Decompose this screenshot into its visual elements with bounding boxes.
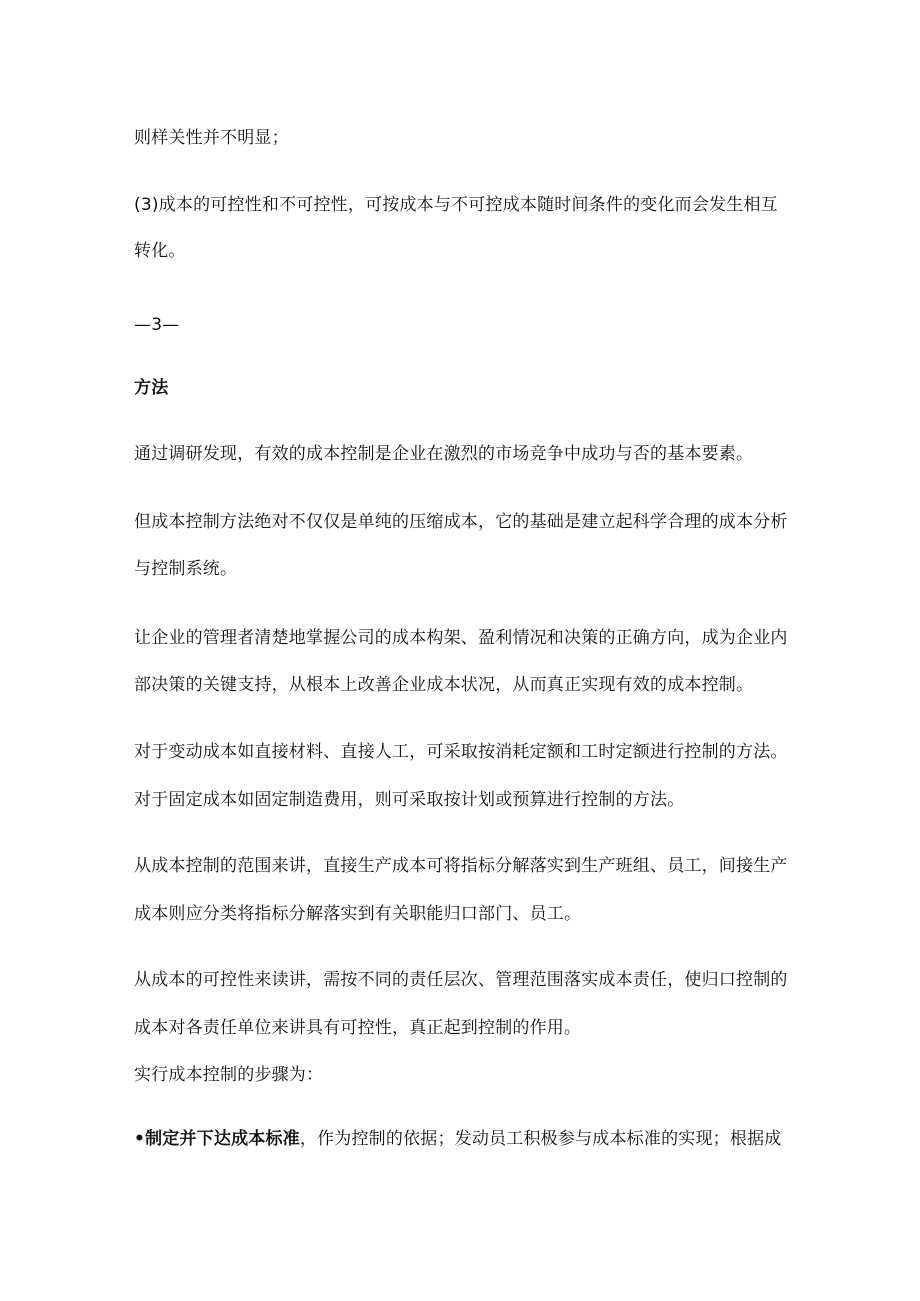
text-line: 对于变动成本如直接材料、直接人工，可采取按消耗定额和工时定额进行控制的方法。 (134, 742, 788, 762)
step-title: •制定并下达成本标准 (134, 1129, 300, 1149)
text-line: 让企业的管理者清楚地掌握公司的成本构架、盈利情况和决策的正确方向，成为企业内 (134, 628, 788, 648)
text-line: 转化。 (134, 241, 186, 261)
text-line: 从成本的可控性来读讲，需按不同的责任层次、管理范围落实成本责任，使归口控制的 (134, 970, 788, 990)
text-line: 实行成本控制的步骤为： (134, 1065, 324, 1085)
text-line: 与控制系统。 (134, 559, 238, 579)
text-line: 从成本控制的范围来讲，直接生产成本可将指标分解落实到生产班组、员工，间接生产 (134, 856, 788, 876)
text-line: (3)成本的可控性和不可控性，可按成本与不可控成本随时间条件的变化而会发生相互 (134, 195, 778, 215)
text-line: 则样关性并不明显； (134, 128, 289, 148)
step-text: ，作为控制的依据；发动员工积极参与成本标准的实现；根据成 (299, 1129, 782, 1149)
text-line: 通过调研发现，有效的成本控制是企业在激烈的市场竞争中成功与否的基本要素。 (134, 444, 754, 464)
text-line: 成本对各责任单位来讲具有可控性，真正起到控制的作用。 (134, 1018, 582, 1038)
page-number: —3— (134, 315, 180, 335)
text-line: 对于固定成本如固定制造费用，则可采取按计划或预算进行控制的方法。 (134, 790, 685, 810)
section-heading: 方法 (134, 378, 169, 398)
text-line-step (134, 1128, 781, 1150)
text-line: 成本则应分类将指标分解落实到有关职能归口部门、员工。 (134, 904, 582, 924)
text-line: 部决策的关键支持，从根本上改善企业成本状况，从而真正实现有效的成本控制。 (134, 675, 754, 695)
text-line: 但成本控制方法绝对不仅仅是单纯的压缩成本，它的基础是建立起科学合理的成本分析 (134, 512, 788, 532)
